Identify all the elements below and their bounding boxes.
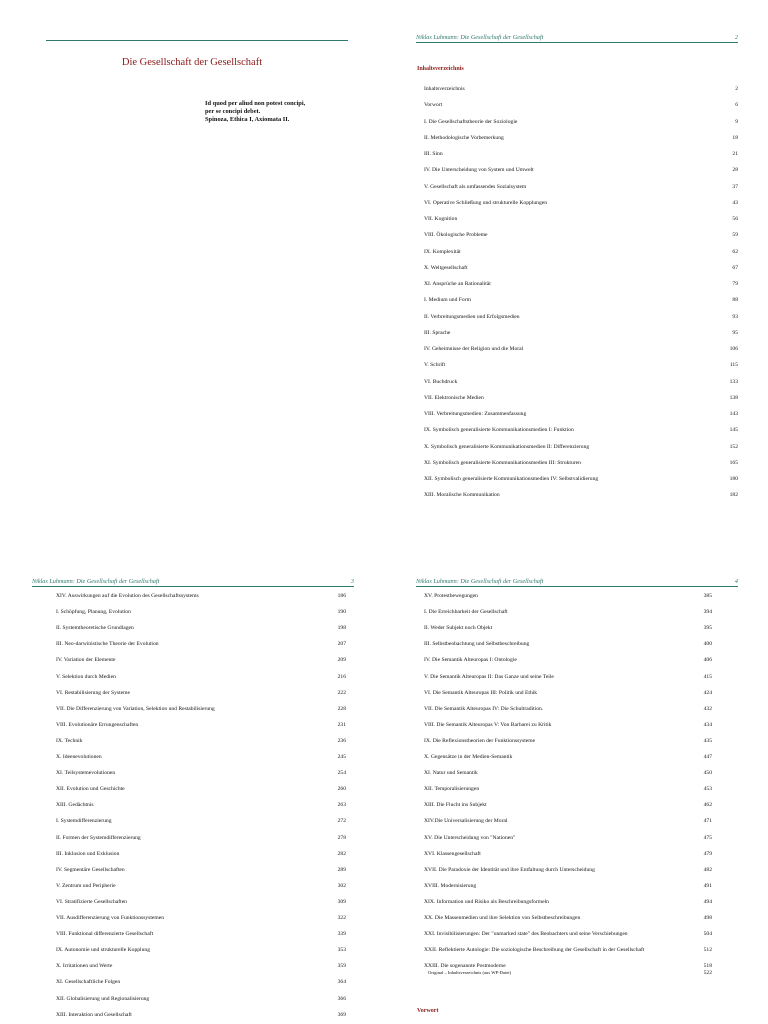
toc-entry-title: VIII. Evolutionäre Errungenschaften	[56, 721, 139, 728]
toc-entry-title: I. Die Gesellschaftstheorie der Soziologie	[424, 118, 518, 125]
toc-entry	[56, 996, 346, 1006]
toc-entry-page: 494	[703, 898, 712, 905]
top-rule	[46, 40, 348, 41]
toc-entry	[424, 395, 738, 405]
toc-entry-title: I. Die Erreichbarkeit der Gesellschaft	[424, 609, 508, 616]
toc-entry	[424, 119, 738, 129]
toc-entry-title: II. Verbreitungsmedien und Erfolgsmedien	[424, 313, 520, 320]
toc-entry	[56, 883, 346, 893]
toc-entry-page: 222	[337, 689, 346, 696]
toc-entry	[424, 690, 712, 700]
toc-entry	[424, 899, 712, 909]
toc-entry-page: 207	[337, 641, 346, 648]
toc-entry	[424, 851, 712, 861]
toc-entry-page: 395	[703, 625, 712, 632]
toc-entry-page: 79	[732, 281, 738, 287]
page-header	[32, 576, 354, 587]
toc-entry-page: 152	[729, 443, 738, 450]
toc-entry	[424, 883, 712, 893]
toc-entry-title: IX. Die Reflexionstheorien der Funktionssysteme	[424, 737, 536, 744]
toc-entry	[424, 625, 712, 635]
toc-entry-title: II. Weder Subjekt noch Objekt	[424, 625, 493, 632]
toc-entry-page: 518	[703, 963, 712, 970]
toc-entry	[424, 200, 738, 210]
toc-entry	[56, 802, 346, 812]
toc-entry	[424, 738, 712, 748]
toc-entry	[424, 249, 738, 259]
toc-entry-title: XIX. Information und Risiko als Beschreibungsformeln	[424, 898, 549, 905]
toc-entry-title: XI. Ansprüche an Rationalität	[424, 281, 491, 287]
toc-entry-page: 228	[337, 705, 346, 712]
toc-entry-title: VIII. Verbreitungsmedien: Zusammenfassung	[424, 411, 527, 417]
toc-entry-page: 186	[337, 593, 346, 599]
toc-page-2	[384, 0, 768, 512]
toc-entry-title: XII. Symbolisch generalisierte Kommunikationsmedien IV: Selbstvalidierung	[424, 476, 599, 482]
toc-entry-title: XVIII. Modernisierung	[424, 882, 477, 889]
toc-entry-title: XIII. Die Flucht ins Subjekt	[424, 802, 487, 809]
toc-entry-page: 432	[703, 705, 712, 712]
toc-entry	[424, 963, 712, 977]
toc-entry	[56, 818, 346, 828]
toc-entry	[424, 102, 738, 112]
toc-entry-page: 260	[337, 786, 346, 793]
motto-line: per se concipi debet.	[205, 108, 261, 115]
toc-entry-title: VII. Elektronische Medien	[424, 394, 484, 401]
toc-entry	[56, 979, 346, 989]
toc-entry-page: 504	[703, 931, 712, 938]
toc-entry	[424, 460, 738, 470]
toc-entry-title: VI. Buchdruck	[424, 378, 458, 385]
toc-entry	[424, 297, 738, 307]
toc-entry-page: 2	[735, 86, 738, 92]
toc-entry-title: II. Systemtheoretische Grundlagen	[56, 625, 134, 632]
toc-entry-title: VII. Kognition	[424, 216, 458, 222]
toc-entry-page: 289	[337, 866, 346, 873]
toc-entry-subtitle-page: 522	[703, 970, 712, 977]
toc-entry-page: 88	[732, 297, 738, 304]
toc-entry-title: I. Systemdifferenzierung	[56, 818, 112, 825]
toc-entry-page: 190	[337, 609, 346, 616]
toc-entry-page: 272	[337, 818, 346, 825]
toc-entry	[424, 216, 738, 226]
toc-entry-title: VI. Die Semantik Alteuropas III: Politik und Ethik	[424, 689, 538, 696]
toc-entry-title: XIII. Interaktion und Gesellschaft	[56, 1011, 132, 1018]
toc-entry	[56, 835, 346, 845]
toc-entry-page: 263	[337, 802, 346, 809]
toc-entry	[56, 690, 346, 700]
toc-entry	[56, 867, 346, 877]
toc-entry-page: 512	[703, 947, 712, 954]
toc-entry	[424, 835, 712, 845]
toc-entry	[424, 802, 712, 812]
toc-entry-title: V. Schrift	[424, 362, 446, 369]
toc-entry	[424, 770, 712, 780]
toc-entry-title: XV. Die Unterscheidung von "Nationen"	[424, 834, 516, 841]
toc-entry	[56, 738, 346, 748]
toc-entry	[424, 492, 738, 502]
toc-entry	[424, 931, 712, 941]
toc-entry	[424, 818, 712, 828]
toc-entry-title: II. Formen der Systemdifferenzierung	[56, 834, 141, 841]
toc-entry	[424, 674, 712, 684]
toc-entry-title: XI. Teilsystemevolutionen	[56, 770, 116, 777]
toc-entry	[424, 281, 738, 291]
toc-page-3	[0, 512, 384, 1024]
toc-entry-title: X. Symbolisch generalisierte Kommunikationsmedien II: Differenzierung	[424, 443, 590, 450]
toc-entry-title: III. Selbstbeobachtung und Selbstbeschreibung	[424, 641, 530, 648]
toc-entry-title: IX. Symbolisch generalisierte Kommunikationsmedien I: Funktion	[424, 427, 574, 434]
toc-entry-title: XII. Globalisierung und Regionalisierung	[56, 995, 150, 1002]
toc-entry-title: XIV.Die Universalisierung der Moral	[424, 818, 508, 825]
toc-entry-page: 106	[729, 346, 738, 352]
toc-entry-title: II. Methodologische Vorbemerkung	[424, 134, 504, 141]
toc-entry	[56, 674, 346, 684]
toc-entry-title: III. Neo-darwinistische Theorie der Evolution	[56, 641, 159, 648]
toc-entry	[56, 1012, 346, 1022]
toc-entry-page: 143	[729, 411, 738, 417]
header-page-number: 4	[734, 578, 738, 585]
toc-entry-title: V. Selektion durch Medien	[56, 673, 116, 680]
toc-entry	[424, 184, 738, 194]
toc-entry-page: 231	[337, 721, 346, 728]
toc-entry-title: IX. Komplexität	[424, 248, 461, 255]
toc-entry-page: 366	[337, 995, 346, 1002]
toc-entry-title: XXI. Invisibilisierungen: Der "unmarked state" des Beobachters und seine Verschiebungen	[424, 931, 628, 938]
toc-entry-page: 28	[732, 167, 738, 174]
toc-entry-title: III. Sinn	[424, 151, 443, 157]
toc-entry	[424, 593, 712, 603]
toc-entry-page: 453	[703, 786, 712, 793]
toc-entry-title: Vorwort	[424, 102, 443, 109]
toc-entry	[56, 641, 346, 651]
toc-entry-title: V. Zentrum und Peripherie	[56, 882, 116, 889]
toc-entry-page: 447	[703, 754, 712, 760]
toc-entry-title: XII. Evolution und Geschichte	[56, 786, 125, 793]
motto-line: Id quod per aliud non potest concipi,	[205, 100, 306, 107]
toc-entry-page: 415	[703, 673, 712, 680]
toc-entry	[424, 86, 738, 96]
toc-entry-page: 133	[729, 378, 738, 385]
toc-entry-title: XII. Temporalisierungen	[424, 786, 480, 793]
toc-entry-title: X. Gegensätze in der Medien-Semantik	[424, 754, 513, 760]
toc-entry-page: 353	[337, 947, 346, 954]
toc-entry-page: 309	[337, 898, 346, 905]
toc-entry-title: Inhaltsverzeichnis	[424, 86, 465, 92]
toc-entry	[424, 427, 738, 437]
toc-entry-title: VIII. Ökologische Probleme	[424, 232, 488, 239]
toc-entry-page: 21	[732, 151, 738, 157]
toc-entry-page: 491	[703, 882, 712, 889]
toc-entry	[56, 851, 346, 861]
toc-entry-title: IV. Segmentäre Gesellschaften	[56, 866, 125, 873]
toc-entry	[56, 593, 346, 603]
toc-entry-title: IX. Technik	[56, 737, 83, 744]
toc-entry-page: 56	[732, 216, 738, 222]
toc-entry-page: 43	[732, 199, 738, 206]
toc-entry-page: 209	[337, 657, 346, 664]
toc-entry	[56, 657, 346, 667]
toc-entry-title: I. Schöpfung, Planung, Evolution	[56, 609, 131, 616]
toc-entry	[424, 411, 738, 421]
toc-entry-page: 471	[703, 818, 712, 825]
toc-entry	[56, 786, 346, 796]
toc-entry-title: XXIII. Die sogenannte Postmoderne	[424, 963, 506, 970]
toc-entry-page: 254	[337, 770, 346, 777]
header-page-number: 2	[734, 34, 738, 41]
section-heading: Vorwort	[417, 1008, 439, 1014]
toc-entry-page: 450	[703, 770, 712, 777]
toc-entry-title: VI. Operative Schließung und strukturelle Kopplungen	[424, 199, 548, 206]
toc-entry-page: 278	[337, 834, 346, 841]
toc-entry-page: 339	[337, 931, 346, 938]
toc-entry-title: V. Gesellschaft als umfassendes Sozialsystem	[424, 183, 527, 190]
toc-entry-title: VI. Restabilisierung der Systeme	[56, 689, 130, 696]
toc-entry-title: X. Ideenevolutionen	[56, 754, 102, 760]
toc-entry-page: 216	[337, 673, 346, 680]
toc-entry-page: 364	[337, 979, 346, 986]
toc-entry-title: XVI. Klassengesellschaft	[424, 850, 481, 857]
toc-entry	[424, 609, 712, 619]
toc-entry-page: 37	[732, 183, 738, 190]
toc-entry-title: XI. Symbolisch generalisierte Kommunikationsmedien III: Strukturen	[424, 459, 581, 466]
header-page-number: 3	[350, 578, 354, 585]
toc-entry-page: 394	[703, 609, 712, 616]
toc-entry-title: XI. Gesellschaftliche Folgen	[56, 979, 121, 986]
toc-entry-title: XI. Natur und Semantik	[424, 770, 478, 777]
toc-entry-page: 482	[703, 866, 712, 873]
toc-entry	[56, 754, 346, 764]
toc-entry-page: 322	[337, 915, 346, 921]
toc-entry-title: VII. Ausdifferenzierung von Funktionssystemen	[56, 915, 165, 921]
toc-entry-title: XV. Protestbewegungen	[424, 593, 478, 599]
toc-entry-title: XIII. Gedächtnis	[56, 802, 94, 809]
toc-entry-page: 400	[703, 641, 712, 648]
page-header	[416, 32, 738, 43]
toc-entry-page: 165	[729, 459, 738, 466]
toc-entry-page: 462	[703, 802, 712, 809]
toc-entry-page: 406	[703, 657, 712, 664]
toc-entry	[424, 135, 738, 145]
toc-entry	[424, 706, 712, 716]
toc-entry-title: XIV. Auswirkungen auf die Evolution des Gesellschaftssystems	[56, 593, 199, 599]
toc-entry-page: 498	[703, 915, 712, 921]
toc-entry-page: 435	[703, 737, 712, 744]
toc-entry-page: 59	[732, 232, 738, 239]
toc-entry-title: IV. Variation der Elemente	[56, 657, 116, 664]
toc-entry	[424, 722, 712, 732]
toc-entry	[424, 330, 738, 340]
toc-entry	[56, 706, 346, 716]
toc-entry-page: 180	[729, 476, 738, 482]
toc-entry	[56, 947, 346, 957]
book-title: Die Gesellschaft der Gesellschaft	[121, 57, 263, 68]
toc-entry-page: 245	[337, 754, 346, 760]
toc-entry-title: X. Weltgesellschaft	[424, 264, 468, 271]
toc-entry	[424, 786, 712, 796]
toc-entry	[424, 362, 738, 372]
toc-entry-title: VII. Die Differenzierung von Variation, Selektion und Restabilisierung	[56, 705, 215, 712]
toc-entry-title: IV. Die Unterscheidung von System und Umwelt	[424, 167, 534, 174]
toc-entry-page: 6	[735, 102, 738, 109]
motto	[205, 100, 305, 124]
toc-entry	[56, 625, 346, 635]
toc-entry	[424, 867, 712, 877]
toc-entry	[424, 346, 738, 356]
header-title: Niklas Luhmann: Die Gesellschaft der Gesellschaft	[416, 34, 544, 41]
toc-entry-title: IV. Die Semantik Alteuropas I: Ontologie	[424, 657, 517, 664]
toc-entry-title: IV. Geheimnisse der Religion und die Moral	[424, 346, 524, 352]
toc-entry-page: 302	[337, 882, 346, 889]
toc-entry-page: 369	[337, 1011, 346, 1018]
toc-entry-title: XX. Die Massenmedien und ihre Selektion von Selbstbeschreibungen	[424, 915, 581, 921]
toc-entry	[424, 641, 712, 651]
toc-entry	[56, 915, 346, 925]
toc-entry-page: 95	[732, 329, 738, 336]
toc-entry-page: 385	[703, 593, 712, 599]
toc-entry-page: 424	[703, 689, 712, 696]
toc-entry	[424, 379, 738, 389]
toc-entry	[56, 963, 346, 973]
toc-entry-page: 145	[729, 427, 738, 434]
toc-entry	[424, 232, 738, 242]
toc-entry-title: VIII. Funktional differenzierte Gesellschaft	[56, 931, 154, 938]
toc-entry-page: 475	[703, 834, 712, 841]
title-page	[0, 0, 384, 512]
toc-entry	[56, 899, 346, 909]
toc-entry-page: 138	[729, 394, 738, 401]
toc-entry-title: IX. Autonomie und strukturelle Kopplung	[56, 947, 150, 954]
toc-entry-page: 182	[729, 492, 738, 499]
toc-entry	[424, 265, 738, 275]
toc-entry	[424, 754, 712, 764]
toc-entry-title: V. Die Semantik Alteuropas II: Das Ganze und seine Teile	[424, 673, 554, 680]
motto-line: Spinoza, Ethica I, Axiomata II.	[205, 116, 290, 123]
toc-entry-page: 236	[337, 737, 346, 744]
toc-entry-page: 115	[729, 362, 738, 369]
toc-entry	[424, 444, 738, 454]
toc-entry	[56, 931, 346, 941]
toc-entry	[424, 314, 738, 324]
toc-entry-page: 18	[732, 134, 738, 141]
toc-page-4	[384, 512, 768, 1024]
toc-entry-title: III. Inklusion und Exklusion	[56, 850, 120, 857]
toc-entry-title: VII. Die Semantik Alteuropas IV: Die Schultradition.	[424, 705, 544, 712]
toc-entry	[424, 947, 712, 957]
toc-entry-title: XVII. Die Paradoxie der Identität und ihre Entfaltung durch Unterscheidung	[424, 866, 595, 873]
toc-entry	[424, 476, 738, 486]
toc-entry-page: 62	[732, 248, 738, 255]
toc-entry-title: X. Irritationen und Werte	[56, 963, 113, 970]
toc-entry-page: 9	[735, 118, 738, 125]
toc-entry-title: III. Sprache	[424, 329, 451, 336]
header-title: Niklas Luhmann: Die Gesellschaft der Gesellschaft	[416, 578, 544, 585]
toc-entry	[56, 609, 346, 619]
toc-entry	[424, 915, 712, 925]
toc-entry	[424, 167, 738, 177]
toc-entry	[424, 657, 712, 667]
toc-entry-title: XIII. Moralische Kommunikation	[424, 492, 500, 499]
page-header	[416, 576, 738, 587]
toc-entry-page: 479	[703, 850, 712, 857]
toc-entry-title: VIII. Die Semantik Alteuropas V: Von Barbarei zu Kritik	[424, 721, 552, 728]
toc-entry-page: 282	[337, 850, 346, 857]
section-heading: Inhaltsverzeichnis	[417, 66, 464, 72]
toc-entry-page: 434	[703, 721, 712, 728]
toc-entry	[424, 151, 738, 161]
toc-entry-page: 67	[732, 264, 738, 271]
toc-entry-page: 359	[337, 963, 346, 970]
toc-entry-title: VI. Stratifizierte Gesellschaften	[56, 898, 127, 905]
toc-entry-title: I. Medium und Form	[424, 297, 471, 304]
toc-entry-page: 198	[337, 625, 346, 632]
header-title: Niklas Luhmann: Die Gesellschaft der Gesellschaft	[32, 578, 160, 585]
toc-entry-subtitle: Original – Inhaltsverzeichnis (aus WP-Datei)	[428, 970, 512, 976]
toc-entry	[56, 722, 346, 732]
toc-entry-page: 93	[732, 313, 738, 320]
toc-entry-title: XXII. Reflektierte Autologie: Die soziologische Beschreibung der Gesellschaft in der Gesellschaft	[424, 947, 645, 954]
toc-entry	[56, 770, 346, 780]
